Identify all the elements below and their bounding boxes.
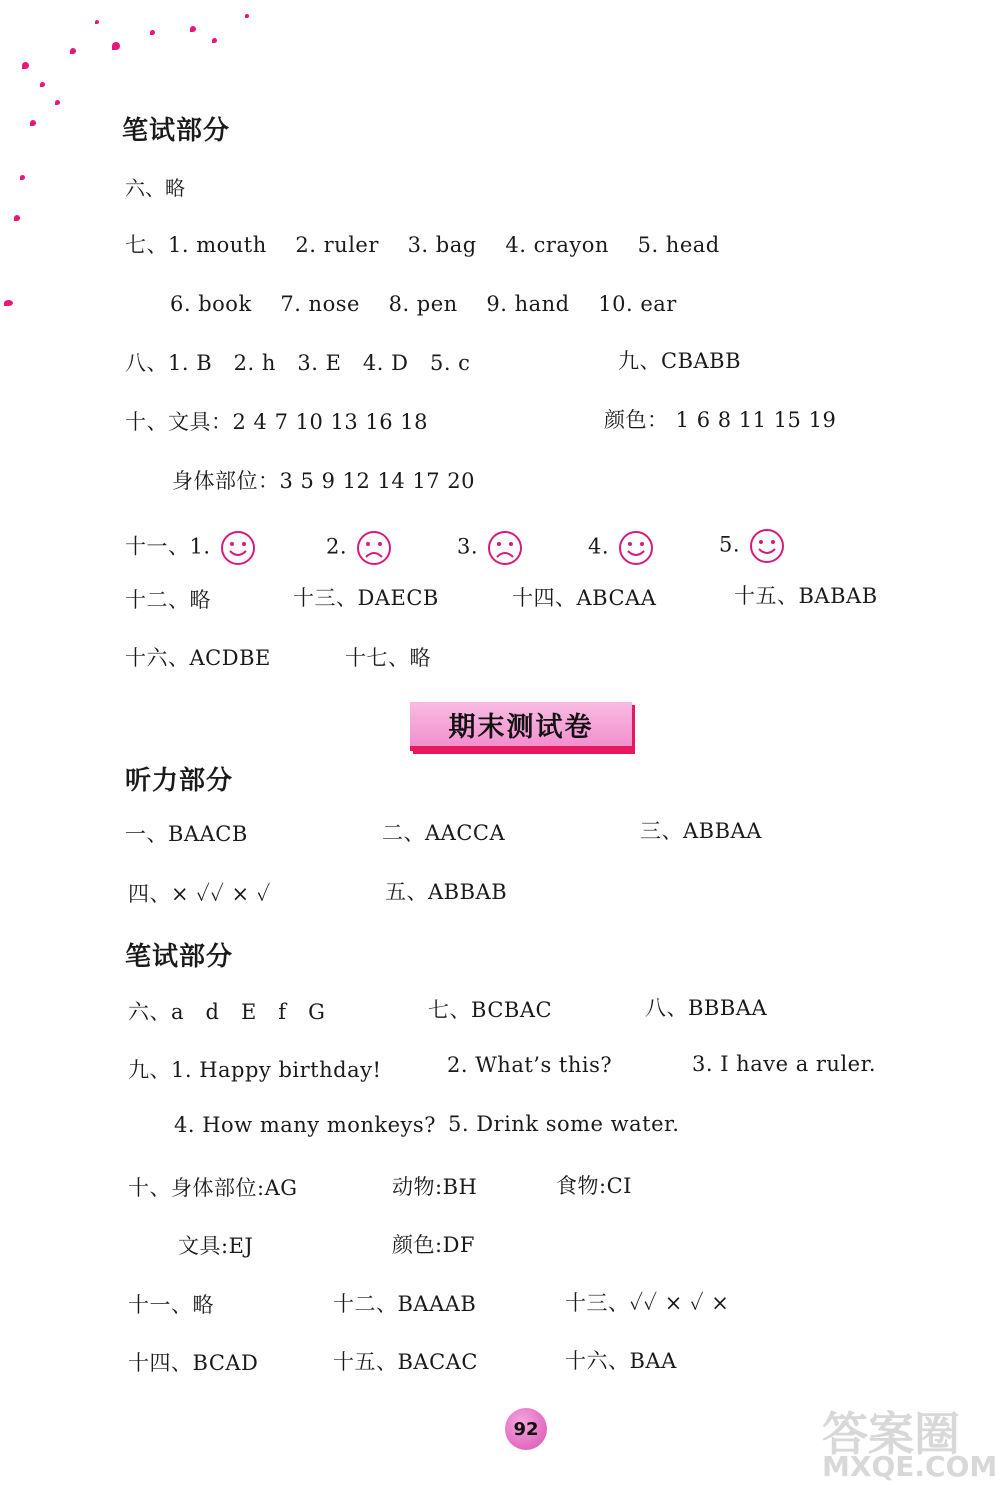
- written-line-10e: 颜色:DF: [392, 1233, 475, 1257]
- section-heading-written-2: 笔试部分: [125, 942, 234, 972]
- written-line-10a: 十、身体部位:AG: [128, 1176, 298, 1200]
- written-line-10b: 动物:BH: [392, 1175, 478, 1199]
- answer-line-10c: 身体部位：3 5 9 12 14 17 20: [172, 469, 476, 493]
- written-line-9e: 5. Drink some water.: [448, 1112, 680, 1136]
- listening-line-5: 五、ABBAB: [385, 880, 508, 904]
- listening-line-4: 四、× ✓✓ × ✓: [128, 882, 271, 906]
- watermark-logo: 答案圈: [822, 1407, 960, 1461]
- written-line-15: 十五、BACAC: [333, 1350, 478, 1374]
- written-line-9d: 4. How many monkeys?: [174, 1113, 436, 1137]
- watermark-url: MXQE.COM: [822, 1450, 998, 1483]
- answer-line-6: 六、略: [125, 176, 185, 200]
- happy-face-icon: [220, 530, 256, 566]
- written-line-16: 十六、BAA: [565, 1349, 677, 1373]
- written-line-14: 十四、BCAD: [128, 1351, 259, 1375]
- answer-line-16: 十六、ACDBE: [125, 646, 271, 670]
- sad-face-icon: [356, 530, 392, 566]
- page-number-badge: [505, 1408, 547, 1450]
- face-item-2: 2.: [326, 530, 392, 566]
- written-line-7: 七、BCBAC: [428, 998, 553, 1022]
- banner-title: 期末测试卷: [448, 711, 594, 743]
- written-line-12: 十二、BAAAB: [333, 1292, 477, 1316]
- answer-line-10b: 颜色： 1 6 8 11 15 19: [604, 408, 837, 432]
- section-heading-listening: 听力部分: [125, 766, 234, 796]
- answer-line-7a: 七、1. mouth 2. ruler 3. bag 4. crayon 5. head: [125, 233, 720, 257]
- face-item-4: 4.: [588, 530, 654, 566]
- answer-line-9: 九、CBABB: [618, 349, 742, 373]
- written-line-10c: 食物:CI: [556, 1174, 632, 1198]
- happy-face-icon: [749, 528, 785, 564]
- face-item-3: 3.: [457, 530, 523, 566]
- section-heading-written: 笔试部分: [122, 116, 231, 146]
- listening-line-3: 三、ABBAA: [640, 819, 762, 843]
- answer-line-12: 十二、略: [125, 588, 211, 612]
- listening-line-2: 二、AACCA: [382, 821, 506, 845]
- written-line-6: 六、a d E f G: [128, 1000, 326, 1024]
- written-line-11: 十一、略: [128, 1293, 214, 1317]
- face-item-5: 5.: [719, 528, 785, 564]
- answer-line-14: 十四、ABCAA: [512, 586, 657, 610]
- written-line-9a: 九、1. Happy birthday!: [128, 1058, 382, 1082]
- sad-face-icon: [487, 530, 523, 566]
- written-line-13: 十三、✓✓ × ✓ ×: [565, 1291, 730, 1315]
- written-line-8: 八、BBBAA: [645, 996, 768, 1020]
- written-line-10d: 文具:EJ: [178, 1234, 254, 1258]
- answer-line-15: 十五、BABAB: [734, 584, 878, 608]
- written-line-9b: 2. What’s this?: [447, 1053, 613, 1077]
- answer-line-11: [125, 530, 256, 566]
- answer-line-7b: 6. book 7. nose 8. pen 9. hand 10. ear: [170, 292, 677, 316]
- final-exam-banner: [410, 702, 632, 751]
- written-line-9c: 3. I have a ruler.: [692, 1052, 877, 1076]
- listening-line-1: 一、BAACB: [125, 822, 248, 846]
- answer-line-13: 十三、DAECB: [293, 586, 439, 610]
- happy-face-icon: [618, 530, 654, 566]
- answer-line-11-label: 十一、1.: [125, 534, 211, 559]
- page-number: 92: [513, 1418, 539, 1440]
- answer-line-10a: 十、文具：2 4 7 10 13 16 18: [125, 410, 429, 434]
- answer-line-17: 十七、略: [345, 646, 431, 670]
- answer-line-8: 八、1. B 2. h 3. E 4. D 5. c: [125, 351, 471, 375]
